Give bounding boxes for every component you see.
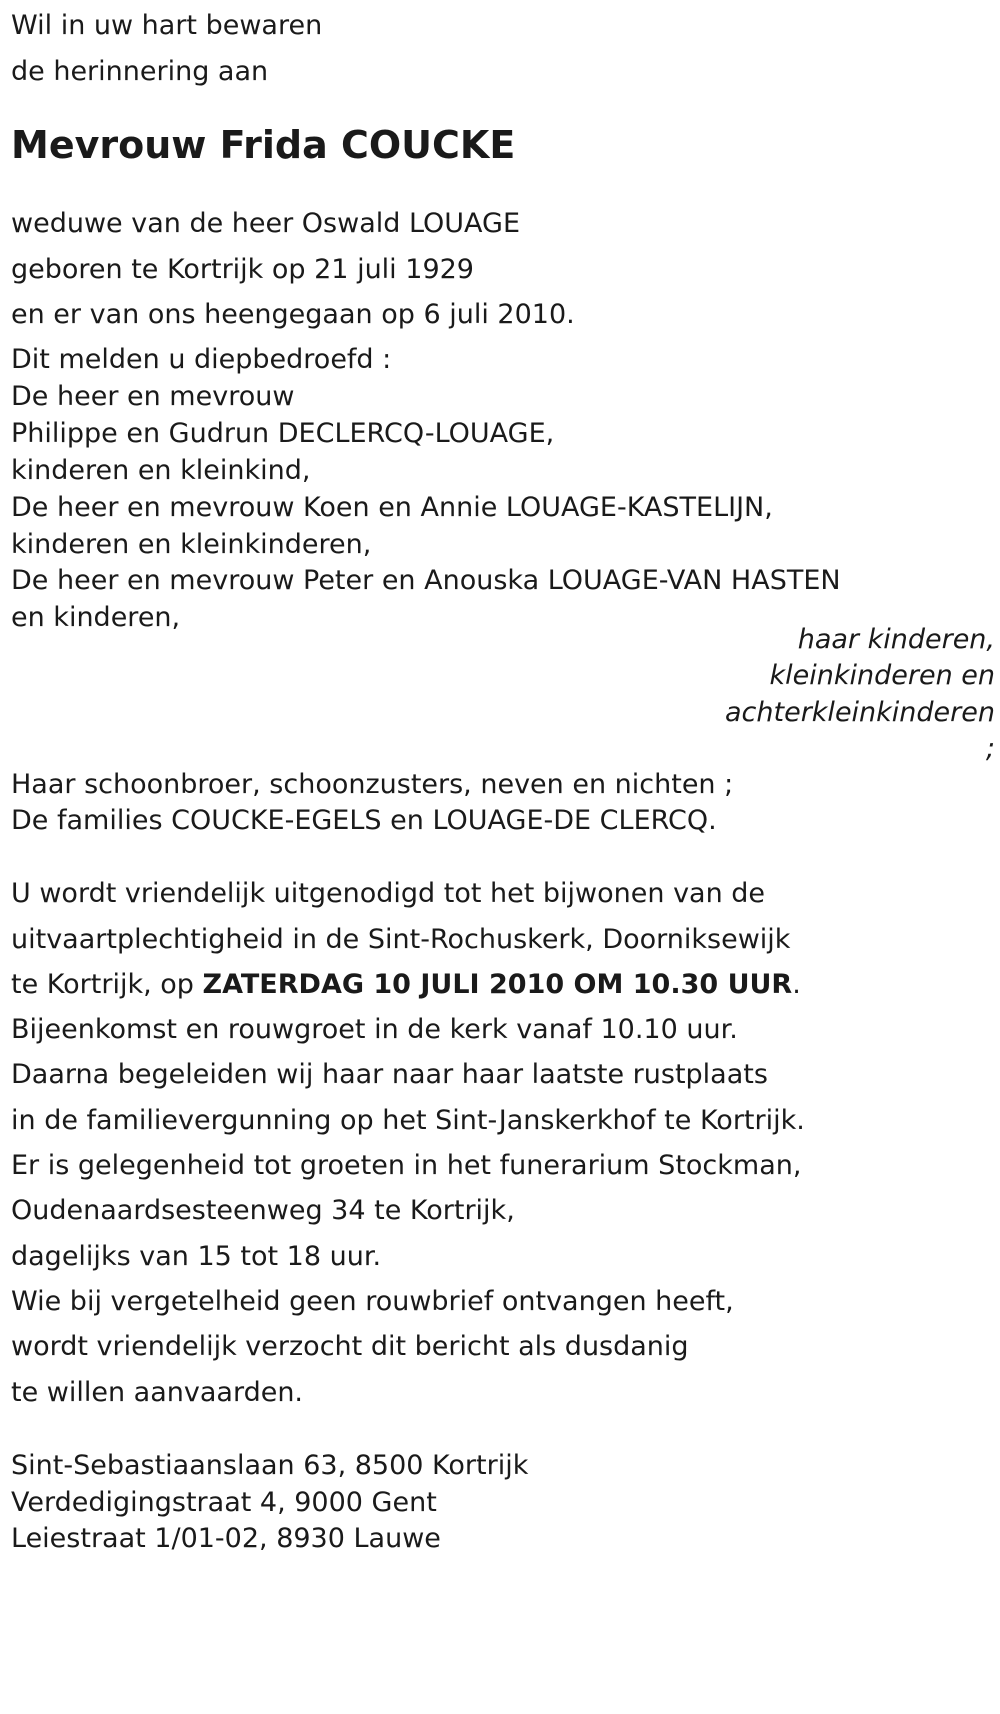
family-line: De families COUCKE-EGELS en LOUAGE-DE CLERCQ. [11,805,717,836]
relation-line: haar kinderen, [797,624,995,655]
relation-line: kleinkinderen en [769,660,995,691]
ceremony-line: Er is gelegenheid tot groeten in het funerarium Stockman, [11,1150,802,1181]
address-line: Sint-Sebastiaanslaan 63, 8500 Kortrijk [11,1450,529,1481]
mourner-line: De heer en mevrouw [11,381,295,412]
ceremony-line: in de familievergunning op het Sint-Janskerkhof te Kortrijk. [11,1105,805,1136]
detail-line: en er van ons heengegaan op 6 juli 2010. [11,299,575,330]
mourner-line: Philippe en Gudrun DECLERCQ-LOUAGE, [11,418,555,449]
address-line: Verdedigingstraat 4, 9000 Gent [11,1487,437,1518]
deceased-name: Mevrouw Frida COUCKE [11,123,516,167]
mourner-line: Dit melden u diepbedroefd : [11,344,392,375]
ceremony-line: Wie bij vergetelheid geen rouwbrief ontvangen heeft, [11,1286,734,1317]
ceremony-line: Oudenaardsesteenweg 34 te Kortrijk, [11,1195,515,1226]
mourner-line: kinderen en kleinkind, [11,455,311,486]
ceremony-line: uitvaartplechtigheid in de Sint-Rochuskerk, Doorniksewijk [11,924,791,955]
mourner-line: kinderen en kleinkinderen, [11,529,372,560]
ceremony-line: dagelijks van 15 tot 18 uur. [11,1241,382,1272]
mourner-line: De heer en mevrouw Koen en Annie LOUAGE-KASTELIJN, [11,492,773,523]
ceremony-text: . [792,969,801,1000]
intro-line: de herinnering aan [11,56,269,87]
ceremony-text: te Kortrijk, op [11,969,203,1000]
intro-line: Wil in uw hart bewaren [11,10,323,41]
relation-line: achterkleinkinderen [725,697,995,728]
ceremony-line: U wordt vriendelijk uitgenodigd tot het bijwonen van de [11,878,766,909]
mourner-line: en kinderen, [11,602,181,633]
ceremony-datetime: ZATERDAG 10 JULI 2010 OM 10.30 UUR [202,969,793,1000]
detail-line: weduwe van de heer Oswald LOUAGE [11,208,521,239]
ceremony-line: wordt vriendelijk verzocht dit bericht als dusdanig [11,1331,689,1362]
address-line: Leiestraat 1/01-02, 8930 Lauwe [11,1523,441,1554]
ceremony-line: te willen aanvaarden. [11,1377,304,1408]
mourner-line: De heer en mevrouw Peter en Anouska LOUAGE-VAN HASTEN [11,565,841,596]
ceremony-line: Bijeenkomst en rouwgroet in de kerk vanaf 10.10 uur. [11,1014,738,1045]
detail-line: geboren te Kortrijk op 21 juli 1929 [11,254,474,285]
ceremony-line: Daarna begeleiden wij haar naar haar laatste rustplaats [11,1059,768,1090]
ceremony-date-line [11,971,801,998]
relation-line: ; [985,733,995,764]
family-line: Haar schoonbroer, schoonzusters, neven en nichten ; [11,769,734,800]
